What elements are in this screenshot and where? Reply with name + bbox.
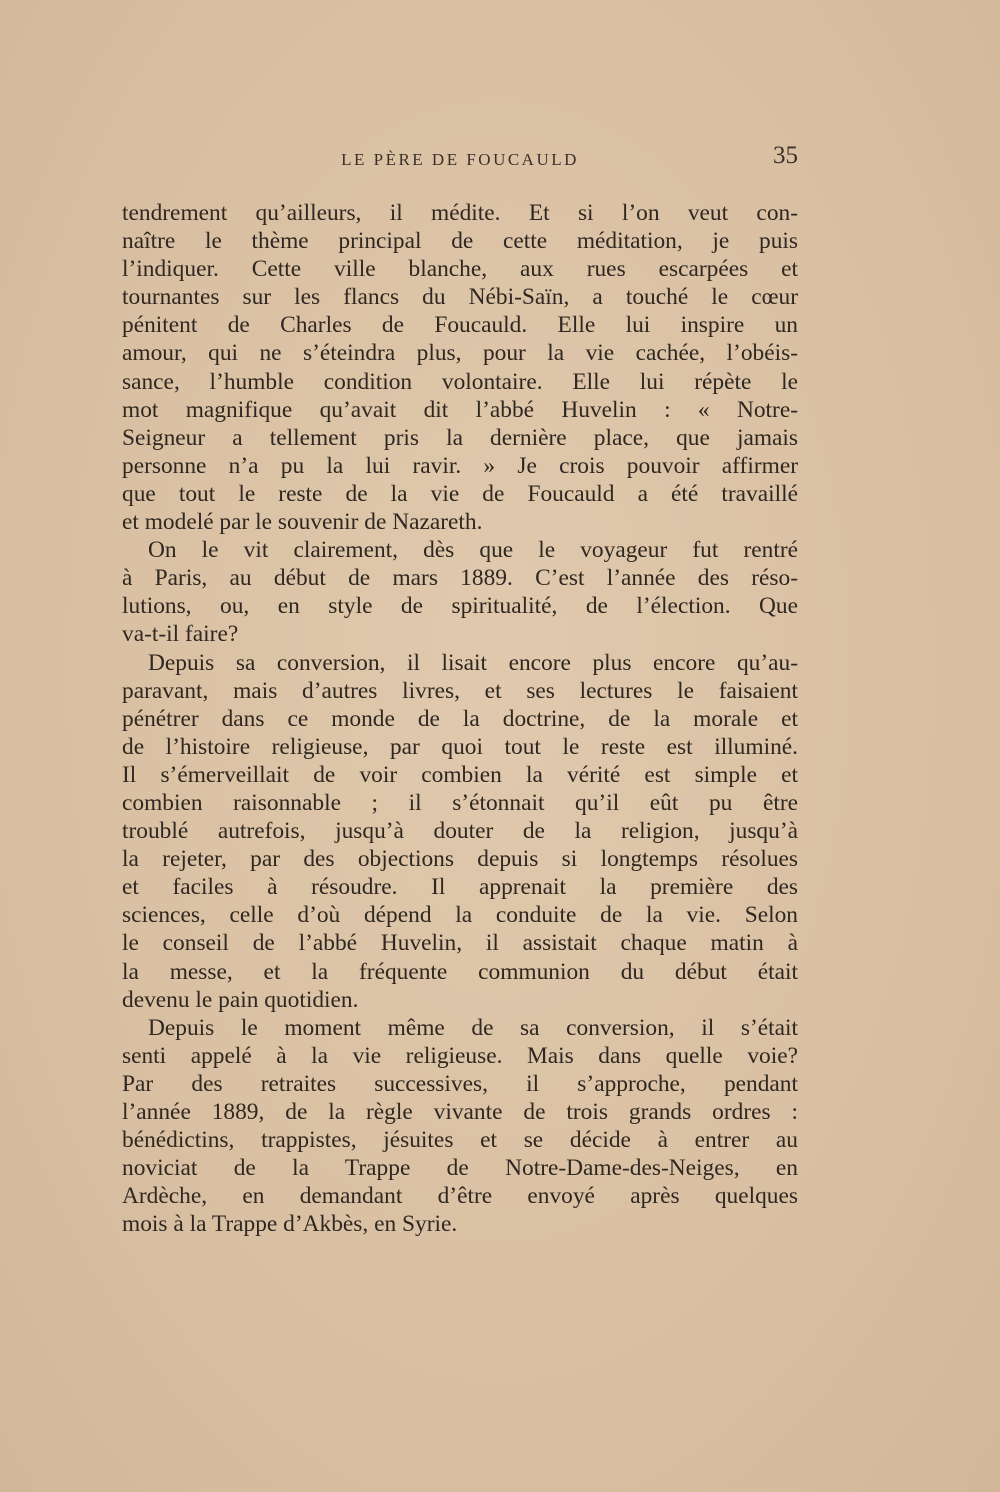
body-text bbox=[122, 199, 798, 1238]
text-line: noviciat de la Trappe de Notre-Dame-des-Neiges, en bbox=[122, 1155, 798, 1182]
text-line: lutions, ou, en style de spiritualité, de l’élection. Que bbox=[122, 593, 798, 620]
text-line: et modelé par le souvenir de Nazareth. bbox=[122, 509, 483, 536]
text-line: senti appelé à la vie religieuse. Mais dans quelle voie? bbox=[122, 1042, 798, 1069]
text-line: bénédictins, trappistes, jésuites et se décide à entrer au bbox=[122, 1127, 798, 1154]
text-line: On le vit clairement, dès que le voyageur fut rentré bbox=[148, 537, 798, 564]
paragraph bbox=[122, 649, 798, 1014]
text-line: de l’histoire religieuse, par quoi tout le reste est illuminé. bbox=[122, 733, 798, 760]
text-line: pénétrer dans ce monde de la doctrine, de la morale et bbox=[122, 705, 798, 732]
paragraph bbox=[122, 1014, 798, 1239]
text-line: paravant, mais d’autres livres, et ses lectures le faisaient bbox=[122, 677, 798, 704]
text-line: à Paris, au début de mars 1889. C’est l’année des réso- bbox=[122, 565, 798, 592]
paragraph bbox=[122, 536, 798, 648]
text-line: combien raisonnable ; il s’étonnait qu’il eût pu être bbox=[122, 789, 798, 816]
text-line: naître le thème principal de cette méditation, je puis bbox=[122, 228, 798, 255]
text-line: l’indiquer. Cette ville blanche, aux rues escarpées et bbox=[122, 256, 798, 283]
text-line: pénitent de Charles de Foucauld. Elle lui inspire un bbox=[122, 312, 798, 339]
text-line: Depuis le moment même de sa conversion, il s’était bbox=[148, 1014, 798, 1041]
text-line: Seigneur a tellement pris la dernière place, que jamais bbox=[122, 424, 798, 451]
text-line: sciences, celle d’où dépend la conduite de la vie. Selon bbox=[122, 902, 798, 929]
text-line: amour, qui ne s’éteindra plus, pour la vie cachée, l’obéis- bbox=[122, 340, 798, 367]
text-line: la messe, et la fréquente communion du début était bbox=[122, 958, 798, 985]
text-line: sance, l’humble condition volontaire. Elle lui répète le bbox=[122, 368, 798, 395]
running-head bbox=[122, 140, 798, 180]
text-line: personne n’a pu la lui ravir. » Je crois pouvoir affirmer bbox=[122, 452, 798, 479]
text-line: devenu le pain quotidien. bbox=[122, 986, 359, 1013]
text-line: Par des retraites successives, il s’approche, pendant bbox=[122, 1070, 798, 1097]
text-line: Ardèche, en demandant d’être envoyé après quelques bbox=[122, 1183, 798, 1210]
text-line: Il s’émerveillait de voir combien la vérité est simple et bbox=[122, 761, 798, 788]
text-line: l’année 1889, de la règle vivante de trois grands ordres : bbox=[122, 1099, 798, 1125]
text-line: tendrement qu’ailleurs, il médite. Et si l’on veut con- bbox=[122, 200, 798, 226]
text-line: tournantes sur les flancs du Nébi-Saïn, a touché le cœur bbox=[122, 284, 798, 311]
text-line: troublé autrefois, jusqu’à douter de la religion, jusqu’à bbox=[122, 818, 798, 845]
running-title: LE PÈRE DE FOUCAULD bbox=[341, 150, 579, 169]
text-line: mois à la Trappe d’Akbès, en Syrie. bbox=[122, 1211, 458, 1238]
text-line: Depuis sa conversion, il lisait encore plus encore qu’au- bbox=[148, 649, 798, 676]
text-line: et faciles à résoudre. Il apprenait la première des bbox=[122, 874, 798, 901]
text-line: va-t-il faire? bbox=[122, 621, 239, 648]
text-line: la rejeter, par des objections depuis si longtemps résolues bbox=[122, 846, 798, 873]
paragraph bbox=[122, 199, 798, 536]
text-line: mot magnifique qu’avait dit l’abbé Huvelin : « Notre- bbox=[122, 396, 798, 423]
page-number: 35 bbox=[773, 142, 798, 169]
text-line: le conseil de l’abbé Huvelin, il assistait chaque matin à bbox=[122, 930, 798, 957]
text-line: que tout le reste de la vie de Foucauld a été travaillé bbox=[122, 480, 798, 507]
